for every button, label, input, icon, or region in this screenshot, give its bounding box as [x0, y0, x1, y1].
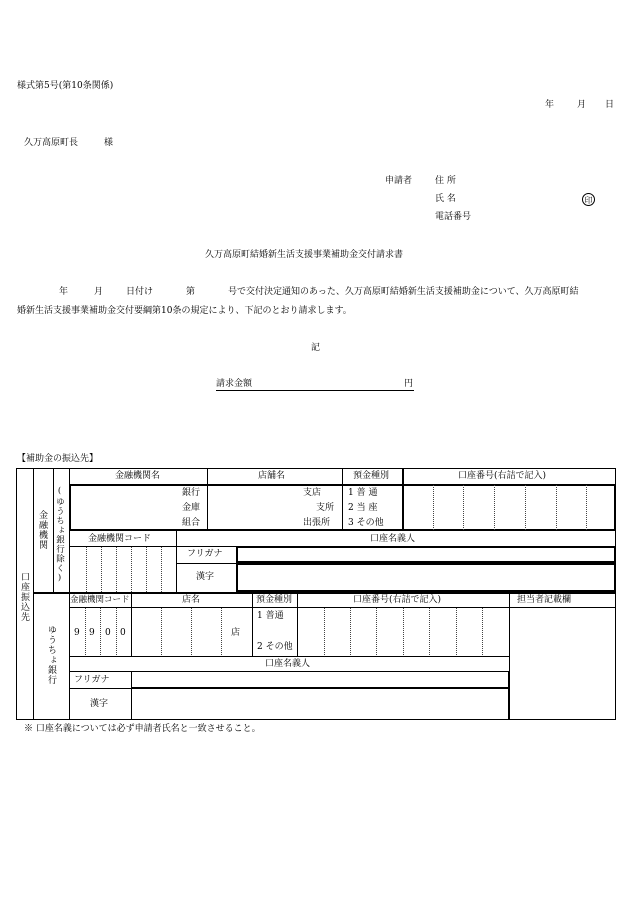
col-institution: 金融機関名: [115, 471, 161, 481]
date-day-label: 日: [605, 100, 615, 110]
section-title: 【補助金の振込先】: [17, 454, 99, 464]
yucho-deposit-type-1: 1 普通: [257, 611, 284, 621]
yucho-col-staff: 担当者記載欄: [517, 595, 572, 605]
addressee: 久万高原町長: [24, 138, 79, 148]
inst-type-bank: 銀行: [182, 488, 201, 498]
furigana-input[interactable]: [236, 546, 616, 563]
yucho-furigana-input[interactable]: [131, 671, 509, 688]
yucho-side-label: ゆうちょ銀行: [46, 625, 56, 685]
addressee-suffix: 様: [104, 138, 114, 148]
inst-type-kumiai: 組合: [182, 518, 201, 528]
yucho-code-digit-3: 0: [105, 628, 111, 638]
amount-label: 請求金額: [216, 379, 253, 389]
financial-note: (ゆうちょ銀行除く): [54, 486, 65, 584]
financial-institution-label: 金融機関: [37, 510, 47, 550]
yucho-col-account-number: 口座番号(右詰で記入): [353, 595, 442, 605]
address-label: 住 所: [435, 176, 456, 186]
kanji-label: 漢字: [196, 572, 215, 582]
branch-type-shuchojo: 出張所: [303, 518, 331, 528]
document-title: 久万高原町結婚新生活支援事業補助金交付請求書: [205, 250, 404, 260]
inst-type-kinko: 金庫: [182, 503, 201, 513]
side-label-account: 口座振込先: [19, 572, 29, 622]
date-month-label: 月: [577, 100, 587, 110]
seal-icon: 印: [582, 193, 595, 206]
yucho-code-digit-2: 9: [89, 628, 95, 638]
kanji-input[interactable]: [236, 563, 616, 592]
deposit-type-2: 2 当 座: [348, 503, 378, 513]
date-year-label: 年: [545, 100, 555, 110]
yucho-kanji-label: 漢字: [90, 699, 109, 709]
col-branch: 店舗名: [258, 471, 286, 481]
body-day: 日付け: [126, 287, 154, 297]
name-label: 氏 名: [435, 194, 456, 204]
branch-type-shiten: 支店: [303, 488, 322, 498]
yucho-branch-suffix: 店: [231, 628, 241, 638]
deposit-type-3: 3 その他: [348, 518, 384, 528]
amount-unit: 円: [404, 379, 414, 389]
applicant-label: 申請者: [385, 176, 413, 186]
branch-type-shisho: 支所: [316, 503, 335, 513]
amount-underline: [216, 378, 414, 391]
body-year: 年: [59, 287, 69, 297]
yucho-code-digit-4: 0: [120, 628, 126, 638]
body-line2: 婚新生活支援事業補助金交付要綱第10条の規定により、下記のとおり請求します。: [17, 306, 352, 316]
yucho-deposit-type-2: 2 その他: [257, 642, 293, 652]
footer-note: ※ 口座名義については必ず申請者氏名と一致させること。: [24, 724, 261, 734]
col-account-number: 口座番号(右詰で記入): [458, 471, 547, 481]
body-month: 月: [94, 287, 104, 297]
yucho-kanji-input[interactable]: [131, 688, 509, 720]
yucho-furigana-label: フリガナ: [74, 675, 110, 685]
deposit-type-1: 1 普 通: [348, 488, 378, 498]
yucho-col-account-holder: 口座名義人: [265, 659, 311, 669]
col-account-holder: 口座名義人: [370, 534, 416, 544]
ki-mark: 記: [311, 343, 321, 353]
yucho-col-branch-name: 店名: [182, 595, 201, 605]
col-deposit-type: 預金種別: [353, 471, 390, 481]
body-line1: 号で交付決定通知のあった、久万高原町結婚新生活支援補助金について、久万高原町結: [228, 287, 579, 297]
yucho-col-deposit-type: 預金種別: [256, 595, 293, 605]
body-number-prefix: 第: [186, 287, 196, 297]
institution-input-area[interactable]: [69, 484, 616, 531]
phone-label: 電話番号: [435, 212, 472, 222]
yucho-col-code: 金融機関コード: [70, 595, 130, 605]
col-institution-code: 金融機関コード: [88, 534, 152, 544]
form-number: 様式第5号(第10条関係): [17, 81, 114, 91]
furigana-label: フリガナ: [187, 549, 223, 559]
yucho-code-digit-1: 9: [74, 628, 80, 638]
